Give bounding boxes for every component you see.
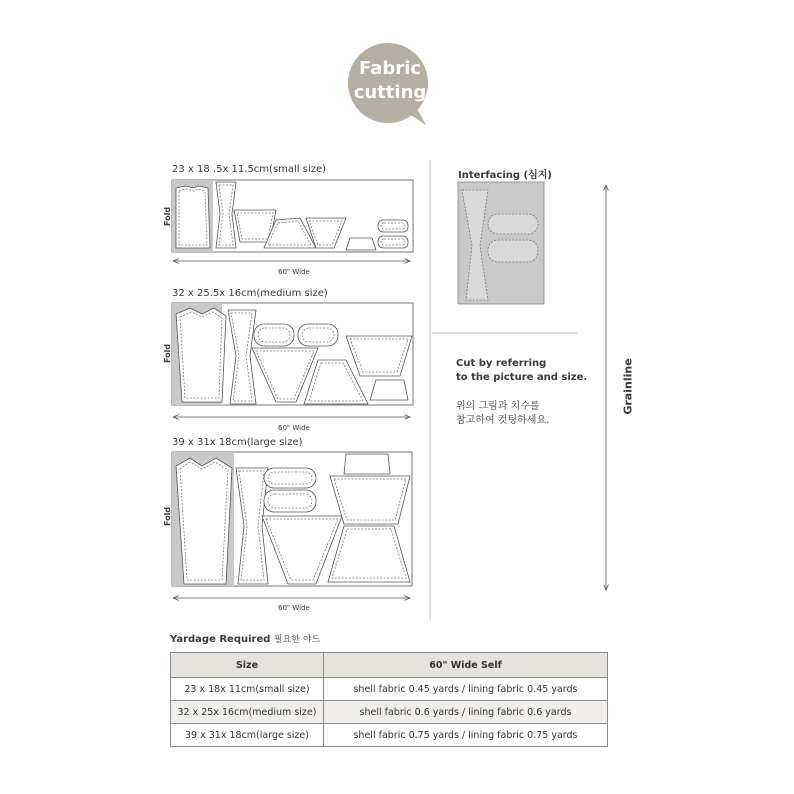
instruction-en-line-1: Cut by referring [456,358,547,369]
header-fabric: 60" Wide Self [324,653,608,678]
large-layout [172,452,412,598]
yardage-title-ko: 필요한 야드 [273,635,321,645]
row-size: 32 x 25x 16cm(medium size) [171,701,324,724]
small-layout-fold-label: Fold [163,206,173,227]
instruction-ko-line-1: 위의 그림과 치수를 [456,401,540,412]
medium-layout-title: 32 x 25.5x 16cm(medium size) [172,288,328,299]
badge-line-2: cutting [353,82,427,103]
large-pieces [176,454,410,584]
row-amount: shell fabric 0.75 yards / lining fabric 0.75 yards [324,724,608,747]
large-layout-fold-label: Fold [163,506,173,527]
badge-line-1: Fabric [359,58,421,79]
large-layout-title: 39 x 31x 18cm(large size) [172,437,303,448]
table-row [171,678,608,701]
grainline-label: Grainline [621,358,635,415]
table-header-row [171,653,608,678]
interfacing-title: Interfacing (심지) [458,170,553,181]
medium-layout-width-label: 60" Wide [278,424,310,432]
table-row [171,701,608,724]
row-amount: shell fabric 0.45 yards / lining fabric 0.45 yards [324,678,608,701]
instruction-en-line-2: to the picture and size. [456,372,588,383]
yardage-table [170,652,608,747]
table-row [171,724,608,747]
yardage-title [170,632,320,645]
small-layout-title: 23 x 18 .5x 11.5cm(small size) [172,164,327,175]
interfacing-diagram [458,182,544,304]
medium-pieces [176,308,412,404]
row-amount: shell fabric 0.6 yards / lining fabric 0.6 yards [324,701,608,724]
header-size: Size [171,653,324,678]
yardage-title-en: Yardage Required [170,634,271,645]
medium-layout-fold-label: Fold [163,343,173,364]
small-layout-width-label: 60" Wide [278,268,310,276]
small-layout [172,180,413,261]
row-size: 23 x 18x 11cm(small size) [171,678,324,701]
medium-layout [172,303,413,417]
large-layout-width-label: 60" Wide [278,604,310,612]
instruction-ko-line-2: 참고하여 컷팅하세요. [456,415,550,426]
row-size: 39 x 31x 18cm(large size) [171,724,324,747]
